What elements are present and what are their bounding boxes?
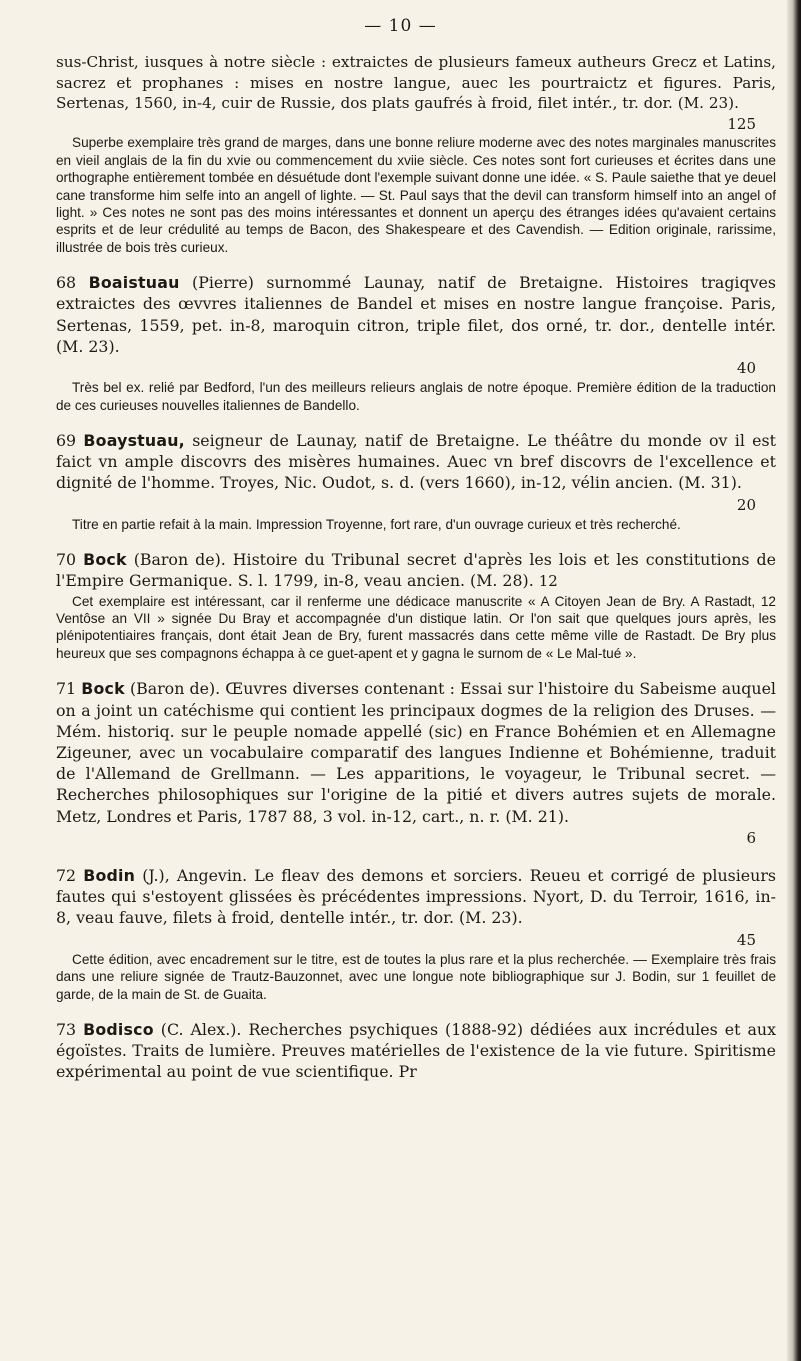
entry-author: Boaistuau bbox=[88, 273, 180, 293]
intro-note: Superbe exemplaire très grand de marges, dans une bonne reliure moderne avec des notes marginales manuscrites en vieil anglais de la fin du xvie ou commencement du xviie siècle. Ces notes sont fort curieuses et écrites dans une orthographe entièrement tombée en désuétude dont l'exemple suivant donne une idée. « S. Paule saiethe that ye deuel cane transforme him selfe into an angell of lighte. — St. Paul says that the devil can transform himself into an angel of light. » Ces notes ne sont pas des moins intéressantes et donnent un aperçu des étranges idées qu'avaient certains esprits et de leur crédulité au temps de Bacon, des Shakespeare et des Cavendish. — Edition originale, rarissime, illustrée de bois très curieux. bbox=[56, 135, 776, 255]
intro-price: 125 bbox=[727, 114, 756, 133]
entry-number: 71 bbox=[56, 679, 77, 699]
intro-description: sus-Christ, iusques à notre siècle : extraictes de plusieurs fameux autheurs Grecz et Latins, sacrez et prophanes : mises en nostre langue, auec les pourtraictz et figures. Paris, Sertenas, 1560, in-4, cuir de Russie, dos plats gaufrés à froid, filet intér., tr. dor. (M. 23). bbox=[56, 53, 776, 113]
catalogue-entry-71 bbox=[56, 678, 776, 849]
entry-lead bbox=[56, 865, 776, 951]
entry-description: seigneur de Launay, natif de Bretaigne. Le théâtre du monde ov il est faict vn ample discovrs des misères humaines. Auec vn bref discovrs de l'excellence et dignité de l'homme. Troyes, Nic. Oudot, s. d. (vers 1660), in-12, vélin ancien. (M. 31). bbox=[56, 431, 776, 493]
entry-author: Bock bbox=[81, 679, 125, 699]
page-number: — 10 — bbox=[364, 16, 437, 36]
catalogue-entry-68 bbox=[56, 272, 776, 414]
entry-note: Très bel ex. relié par Bedford, l'un des meilleurs relieurs anglais de notre époque. Première édition de la traduction de ces curieuses nouvelles italiennes de Bandello. bbox=[56, 380, 776, 413]
page-content bbox=[56, 52, 776, 1083]
entry-author: Bodin bbox=[83, 865, 136, 885]
entry-price: 12 bbox=[538, 572, 558, 591]
entry-number: 68 bbox=[56, 273, 77, 293]
entry-lead bbox=[56, 678, 776, 849]
catalogue-entry-72 bbox=[56, 865, 776, 1003]
entry-description: (Baron de). Histoire du Tribunal secret d'après les lois et les constitutions de l'Empire Germanique. S. l. 1799, in-8, veau ancien. (M. 28). bbox=[56, 550, 776, 591]
entry-number: 72 bbox=[56, 865, 77, 885]
entry-price: 45 bbox=[736, 930, 756, 949]
entry-note: Titre en partie refait à la main. Impression Troyenne, fort rare, d'un ouvrage curieux et très recherché. bbox=[72, 516, 681, 532]
entry-lead bbox=[56, 549, 776, 592]
entry-description: (Baron de). Œuvres diverses contenant : Essai sur l'histoire du Sabeisme auquel on a joint un catéchisme qui contient les principaux dogmes de la religion des Druses. — Mém. historiq. sur le peuple nomade appellé (sic) en France Bohémien et en Allemagne Zigeuner, avec un vocabulaire comparatif des langues Indienne et Bohémienne, traduit de l'Allemand de Grellmann. — Les apparitions, le voyageur, le Tribunal secret. — Recherches philosophiques sur l'origine de la pitié et divers autres sujets de morale. Metz, Londres et Paris, 1787 88, 3 vol. in-12, cart., n. r. (M. 21). bbox=[56, 679, 776, 826]
entry-description: (Pierre) surnommé Launay, natif de Bretaigne. Histoires tragiqves extraictes des œvvres italiennes de Bandel et mises en nostre langue françoise. Paris, Sertenas, 1559, pet. in-8, maroquin citron, triple filet, dos orné, tr. dor., dentelle intér. (M. 23). bbox=[56, 273, 776, 356]
entry-number: 70 bbox=[56, 550, 77, 570]
entry-lead bbox=[56, 272, 776, 379]
entry-note: Cette édition, avec encadrement sur le titre, est de toutes la plus rare et la plus recherchée. — Exemplaire très frais dans une reliure signée de Trautz-Bauzonnet, avec une longue note bibliographique sur J. Bodin, sur 1 feuillet de garde, de la main de St. de Guaita. bbox=[56, 951, 776, 1002]
entry-lead bbox=[56, 1019, 776, 1083]
page-edge-shadow bbox=[787, 0, 801, 1361]
entry-author: Bodisco bbox=[83, 1019, 154, 1039]
catalogue-entry-73 bbox=[56, 1019, 776, 1083]
catalogue-entry-69 bbox=[56, 430, 776, 533]
entry-price: 40 bbox=[736, 359, 756, 378]
intro-text bbox=[56, 52, 776, 134]
catalogue-entry-70 bbox=[56, 549, 776, 662]
entry-note: Cet exemplaire est intéressant, car il renferme une dédicace manuscrite « A Citoyen Jean de Bry. A Rastadt, 12 Ventôse an VII » signée Du Bray et accompagnée d'un distique latin. Or l'on sait que quelques jours après, les plénipotentiaires français, dont était Jean de Bry, furent massacrés dans cette même ville de Rastadt. De Bry plus heureux que ses compagnons échappa à ce guet-apent et y gagna le surnom de « Le Mal-tué ». bbox=[56, 593, 776, 661]
entry-price: 20 bbox=[736, 495, 756, 514]
entry-number: 69 bbox=[56, 431, 77, 451]
entry-author: Boaystuau, bbox=[83, 431, 185, 451]
entry-number: 73 bbox=[56, 1019, 77, 1039]
intro-entry bbox=[56, 52, 776, 256]
entry-description: (C. Alex.). Recherches psychiques (1888-92) dédiées aux incrédules et aux égoïstes. Traits de lumière. Preuves matérielles de l'existence de la vie future. Spiritisme expérimental au point de vue scientifique. Pr bbox=[56, 1019, 776, 1082]
entry-author: Bock bbox=[83, 550, 127, 570]
entry-lead bbox=[56, 430, 776, 516]
entry-description: (J.), Angevin. Le fleav des demons et sorciers. Reueu et corrigé de plusieurs fautes qui s'estoyent glissées ès précédentes impressions. Nyort, D. du Terroir, 1616, in-8, veau fauve, filets à froid, dentelle intér., tr. dor. (M. 23). bbox=[56, 865, 776, 928]
entry-price: 6 bbox=[746, 828, 756, 847]
